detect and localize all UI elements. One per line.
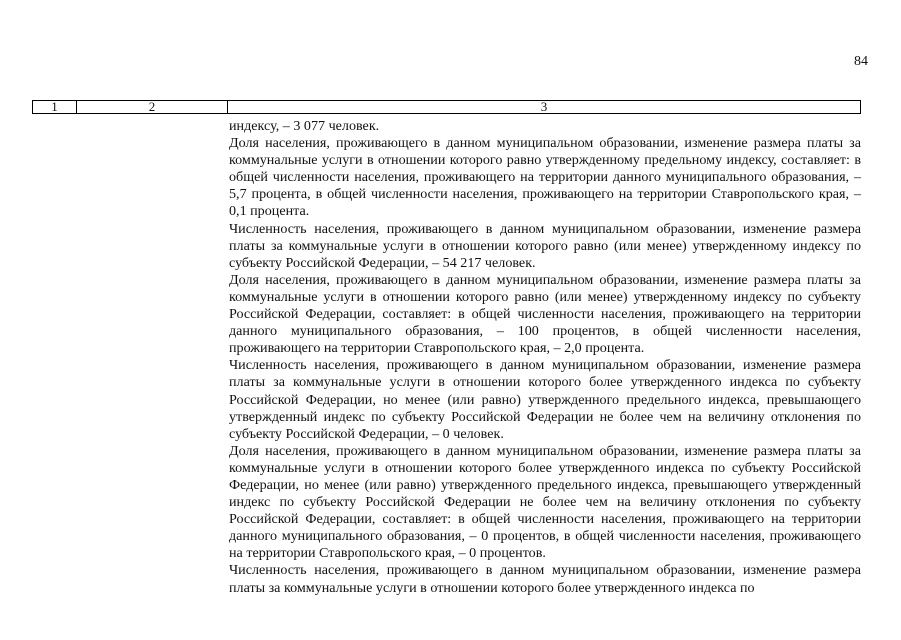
document-body-text (229, 118, 861, 597)
page-number: 84 (854, 54, 868, 69)
table-header-row (32, 100, 861, 114)
paragraph: Численность населения, проживающего в данном муниципальном образовании, изменение размера платы за коммунальные услуги в отношении которого равно (или менее) утвержденному индексу по субъекту Российской Федерации, – 54 217 человек. (229, 220, 861, 271)
table-header-col-1: 1 (33, 101, 77, 113)
paragraph: Численность населения, проживающего в данном муниципальном образовании, изменение размера платы за коммунальные услуги в отношении которого более утвержденного индекса по субъекту Российской Федерации, но менее (или равно) утвержденного предельного индекса, превышающего утвержденный индекс по субъекту Российской Федерации не более чем на величину отклонения по субъекту Российской Федерации, – 0 человек. (229, 357, 861, 442)
table-header-col-2: 2 (77, 101, 228, 113)
paragraph: Доля населения, проживающего в данном муниципальном образовании, изменение размера платы за коммунальные услуги в отношении которого более утвержденного индекса по субъекту Российской Федерации, но менее (или равно) утвержденного предельного индекса, превышающего утвержденный индекс по субъекту Российской Федерации не более чем на величину отклонения по субъекту Российской Федерации, составляет: в общей численности населения, проживающего на территории данного муниципального образования, – 0 процентов, в общей численности населения, проживающего на территории Ставропольского края, – 0 процентов. (229, 442, 861, 562)
paragraph: индексу, – 3 077 человек. (229, 118, 380, 134)
table-header-col-3: 3 (540, 99, 548, 114)
paragraph: Доля населения, проживающего в данном муниципальном образовании, изменение размера платы за коммунальные услуги в отношении которого равно утвержденному предельному индексу, составляет: в общей численности населения, проживающего на территории данного муниципального образования, – 5,7 процента, в общей численности населения, проживающего на территории Ставропольского края, – 0,1 процента. (229, 135, 861, 220)
paragraph: Численность населения, проживающего в данном муниципальном образовании, изменение размера платы за коммунальные услуги в отношении которого более утвержденного индекса по (229, 562, 861, 596)
paragraph: Доля населения, проживающего в данном муниципальном образовании, изменение размера платы за коммунальные услуги в отношении которого равно (или менее) утвержденному индексу по субъекту Российской Федерации, составляет: в общей численности населения, проживающего на территории данного муниципального образования, – 100 процентов, в общей численности населения, проживающего на территории Ставропольского края, – 2,0 процента. (229, 271, 861, 357)
